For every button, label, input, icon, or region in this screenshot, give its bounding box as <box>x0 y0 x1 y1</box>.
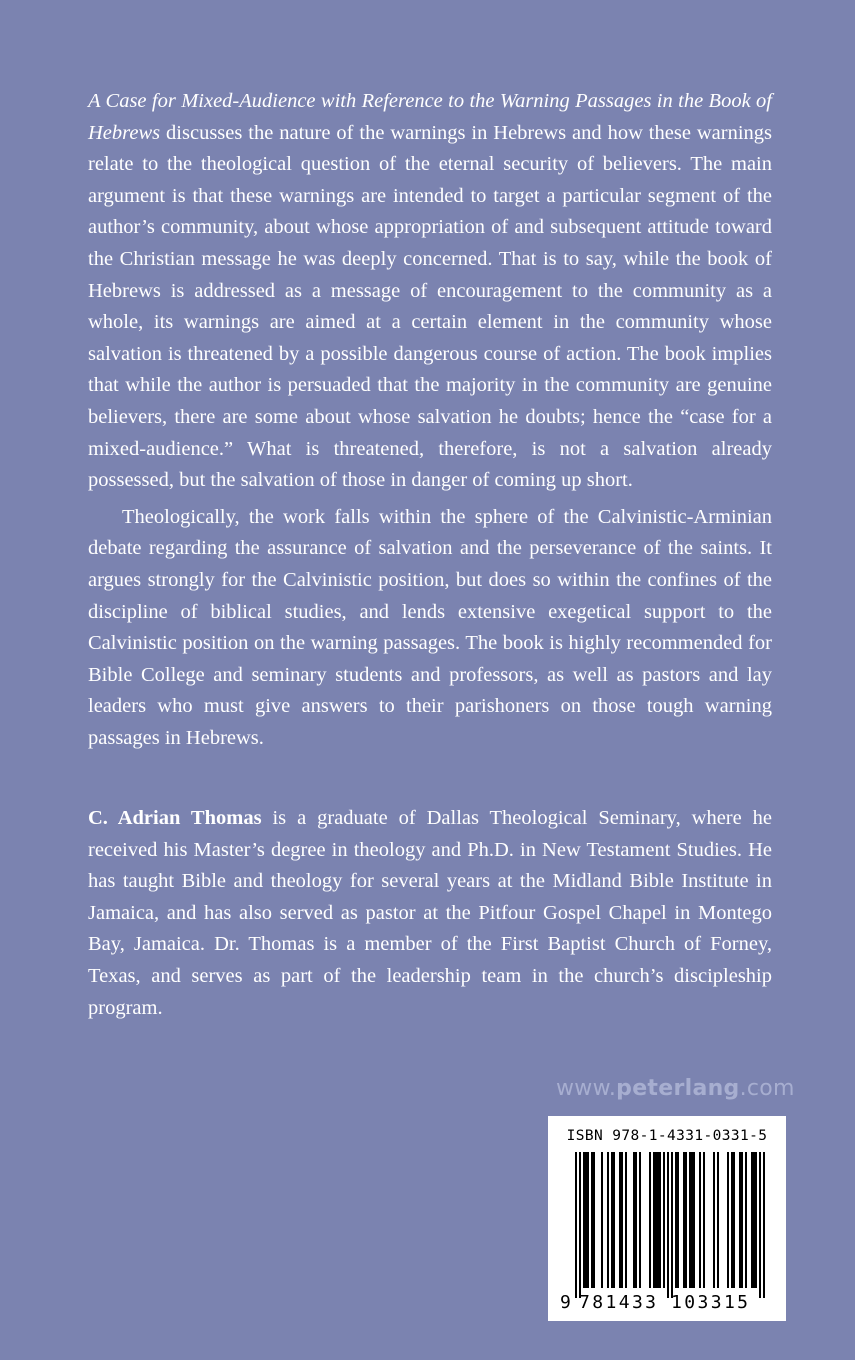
barcode-bar <box>611 1152 613 1288</box>
website-suffix: .com <box>739 1076 795 1101</box>
barcode-bar <box>759 1152 761 1298</box>
description-paragraph-1 <box>88 86 772 497</box>
barcode-bar <box>675 1152 677 1288</box>
barcode-bar <box>691 1152 693 1288</box>
barcode-bar <box>727 1152 729 1288</box>
barcode-bar <box>713 1152 715 1288</box>
barcode-bar <box>677 1152 679 1288</box>
description-paragraph-2: Theologically, the work falls within the sphere of the Calvinistic-Arminian debate regarding the assurance of salvation and the perseverance of the saints. It argues strongly for the Calvinistic position, but does so within the confines of the discipline of biblical studies, and lends extensive exegetical support to the Calvinistic position on the warning passages. The book is highly recommended for Bible College and seminary students and professors, as well as pastors and lay leaders who must give answers to their parishoners on those tough warning passages in Hebrews. <box>88 505 772 749</box>
barcode-bar <box>731 1152 733 1288</box>
barcode-bar <box>613 1152 615 1288</box>
barcode-bar <box>693 1152 695 1288</box>
book-title: A Case for Mixed-Audience with Reference to the Warning Passages in the Book of Hebrews <box>88 90 772 144</box>
isbn-barcode <box>548 1116 786 1321</box>
author-bio-text: is a graduate of Dallas Theological Seminary, where he received his Master’s degree in theology and Ph.D. in New Testament Studies. He has taught Bible and theology for several years at the Midland Bible Institute in Jamaica, and has also served as pastor at the Pitfour Gospel Chapel in Montego Bay, Jamaica. Dr. Thomas is a member of the First Baptist Church of Forney, Texas, and serves as part of the leadership team in the church’s discipleship program. <box>88 807 772 1019</box>
barcode-bar <box>619 1152 621 1288</box>
barcode-bar <box>585 1152 587 1288</box>
barcode-bar <box>741 1152 743 1288</box>
barcode-bar <box>653 1152 655 1288</box>
barcode-bar <box>751 1152 753 1288</box>
barcode-bar <box>587 1152 589 1288</box>
barcode-bar <box>671 1152 673 1298</box>
website-prefix: www. <box>556 1076 617 1101</box>
description-text-1: discusses the nature of the warnings in Hebrews and how these warnings relate to the theological question of the eternal security of believers. The main argument is that these warnings are intended to target a particular segment of the author’s community, about whose appropriation of and subsequent attitude toward the Christian message he was deeply concerned. That is to say, while the book of Hebrews is addressed as a message of encouragement to the community as a whole, its warnings are aimed at a certain element in the community whose salvation is threatened by a possible dangerous course of action. The book implies that while the author is persuaded that the majority in the community are genuine believers, there are some about whose salvation he doubts; hence the “case for a mixed-audience.” What is threatened, therefore, is not a salvation already possessed, but the salvation of those in danger of coming up short. <box>88 121 772 492</box>
barcode-bar <box>649 1152 651 1288</box>
barcode-bar <box>703 1152 705 1288</box>
barcode-bar <box>655 1152 657 1288</box>
author-bio <box>88 803 772 1024</box>
barcode-bar <box>717 1152 719 1288</box>
barcode-bar <box>635 1152 637 1288</box>
barcode-digits-right: 103315 <box>671 1292 751 1313</box>
barcode-bar <box>621 1152 623 1288</box>
barcode-bars <box>548 1116 786 1321</box>
publisher-website <box>556 1076 795 1101</box>
barcode-bar <box>579 1152 581 1298</box>
barcode-bar <box>663 1152 665 1288</box>
barcode-bar <box>639 1152 641 1288</box>
barcode-bar <box>683 1152 685 1288</box>
book-description <box>88 86 772 754</box>
website-brand: peterlang <box>616 1076 740 1101</box>
barcode-digit-first: 9 <box>560 1292 571 1313</box>
barcode-bar <box>667 1152 669 1298</box>
barcode-bar <box>685 1152 687 1288</box>
barcode-bar <box>745 1152 747 1288</box>
barcode-bar <box>699 1152 701 1288</box>
barcode-bar <box>753 1152 755 1288</box>
barcode-bar <box>601 1152 603 1288</box>
barcode-bar <box>583 1152 585 1288</box>
barcode-bar <box>689 1152 691 1288</box>
barcode-bar <box>591 1152 593 1288</box>
barcode-bar <box>755 1152 757 1288</box>
barcode-bar <box>659 1152 661 1288</box>
barcode-bar <box>607 1152 609 1288</box>
barcode-bar <box>739 1152 741 1288</box>
barcode-bar <box>763 1152 765 1298</box>
barcode-bar <box>625 1152 627 1288</box>
isbn-label: ISBN 978-1-4331-0331-5 <box>566 1128 768 1144</box>
author-bio-paragraph <box>88 803 772 1024</box>
barcode-bar <box>593 1152 595 1288</box>
barcode-bar <box>633 1152 635 1288</box>
author-name: C. Adrian Thomas <box>88 807 262 829</box>
barcode-digits-left: 781433 <box>579 1292 659 1313</box>
barcode-bar <box>657 1152 659 1288</box>
barcode-bar <box>575 1152 577 1298</box>
barcode-bar <box>733 1152 735 1288</box>
